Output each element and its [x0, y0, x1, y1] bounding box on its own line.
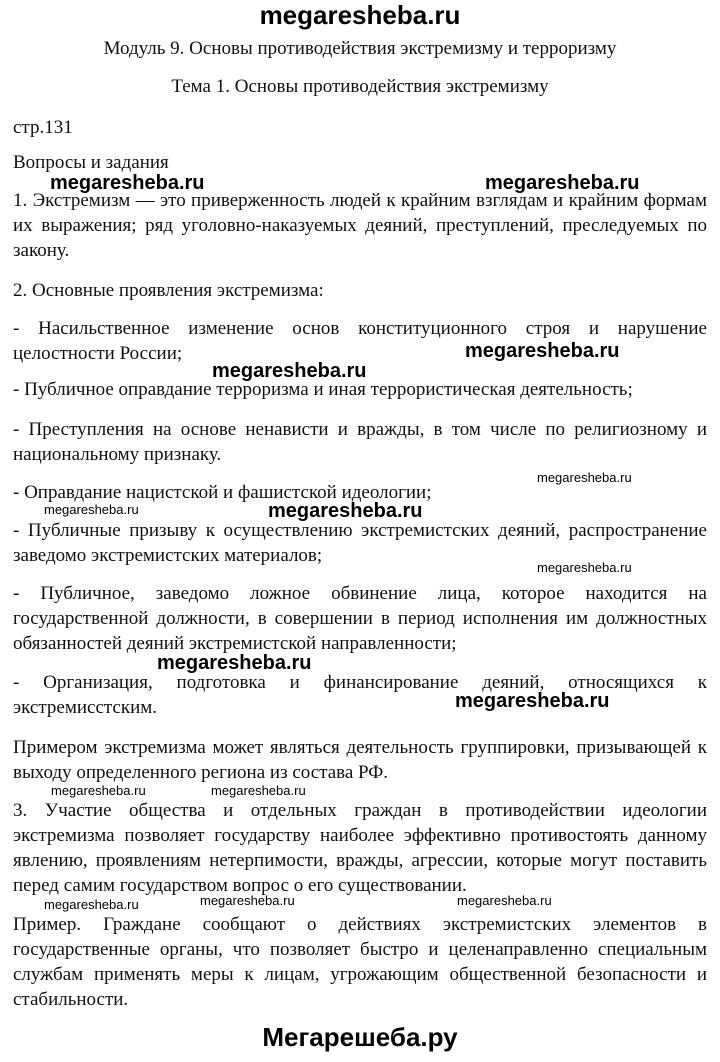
- watermark: megaresheba.ru: [455, 690, 610, 712]
- site-title: megaresheba.ru: [259, 0, 461, 30]
- manifestation-item-4: - Оправдание нацистской и фашистской идеологии;: [13, 482, 432, 503]
- watermark: megaresheba.ru: [485, 172, 640, 194]
- watermark: megaresheba.ru: [457, 893, 552, 908]
- module-title: Модуль 9. Основы противодействия экстремизму и терроризму: [103, 38, 617, 59]
- watermark: megaresheba.ru: [44, 502, 139, 517]
- watermark: megaresheba.ru: [51, 783, 146, 798]
- section-heading: Вопросы и задания: [13, 152, 169, 173]
- answer-2-intro: 2. Основные проявления экстремизма:: [13, 280, 324, 301]
- watermark: megaresheba.ru: [200, 893, 295, 908]
- topic-title: Тема 1. Основы противодействия экстремизму: [171, 76, 549, 97]
- manifestation-item-7: - Организация, подготовка и финансирование деяний, относящихся к экстремисстским.: [13, 672, 707, 718]
- footer-brand: Мегарешеба.ру: [262, 1022, 458, 1052]
- watermark: megaresheba.ru: [212, 360, 367, 382]
- watermark: megaresheba.ru: [50, 172, 205, 194]
- manifestation-item-2: - Публичное оправдание терроризма и иная террористическая деятельность;: [13, 379, 633, 400]
- example-2: Пример. Граждане сообщают о действиях экстремистских элементов в государственные органы, что позволяет быстро и целенаправленно специальным службам применять меры к лицам, угрожающим общественной безопасности и стабильности.: [13, 914, 707, 1010]
- manifestation-item-1: - Насильственное изменение основ конституционного строя и нарушение целостности России;: [13, 318, 707, 364]
- manifestation-item-3: - Преступления на основе ненависти и вражды, в том числе по религиозному и национальному признаку.: [13, 419, 707, 465]
- watermark: megaresheba.ru: [537, 470, 632, 485]
- page-reference: стр.131: [13, 117, 73, 138]
- watermark: megaresheba.ru: [44, 897, 139, 912]
- answer-1: 1. Экстремизм — это приверженность людей к крайним взглядам и крайним формам их выражения; ряд уголовно-наказуемых деяний, преступлений, преследуемых по закону.: [13, 190, 707, 261]
- manifestation-item-5: - Публичные призыву к осуществлению экстремистских деяний, распространение заведомо экстремистских материалов;: [13, 520, 707, 566]
- watermark: megaresheba.ru: [211, 783, 306, 798]
- watermark: megaresheba.ru: [268, 500, 423, 522]
- watermark: megaresheba.ru: [465, 340, 620, 362]
- manifestation-item-6: - Публичное, заведомо ложное обвинение лица, которое находится на государственной должности, в совершении в период исполнения им должностных обязанностей деяний экстремистской направленности;: [13, 583, 707, 654]
- watermark: megaresheba.ru: [157, 652, 312, 674]
- answer-3: 3. Участие общества и отдельных граждан в противодействии идеологии экстремизма позволяет государству наиболее эффективно противостоять данному явлению, проявлениям нетерпимости, вражды, агрессии, которые могут поставить перед самим государством вопрос о его существовании.: [13, 800, 707, 896]
- watermark: megaresheba.ru: [537, 560, 632, 575]
- example-1: Примером экстремизма может являться деятельность группировки, призывающей к выходу определенного региона из состава РФ.: [13, 737, 707, 783]
